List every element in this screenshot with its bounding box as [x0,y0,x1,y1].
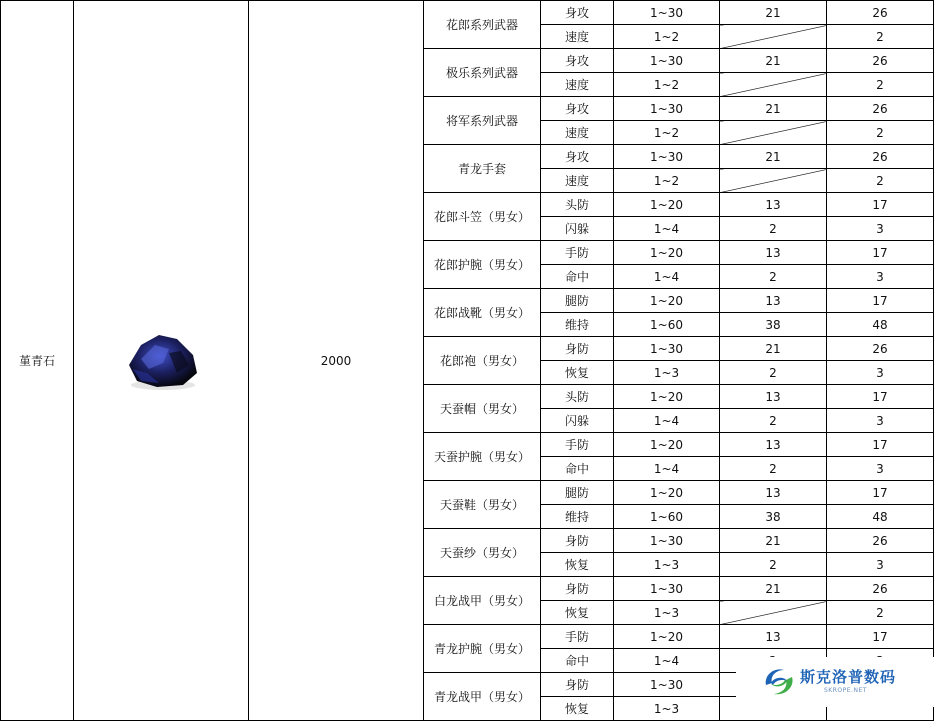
value-cell: 3 [827,217,934,241]
value-cell: 3 [827,457,934,481]
attribute-cell: 恢复 [541,601,614,625]
equipment-name-cell: 青龙护腕（男女） [424,625,541,673]
value-cell: 21 [720,337,827,361]
range-cell: 1~4 [614,409,720,433]
attribute-cell: 身防 [541,337,614,361]
range-cell: 1~30 [614,673,720,697]
range-cell: 1~30 [614,1,720,25]
value-cell: 21 [720,529,827,553]
value-cell: 2 [827,601,934,625]
value-cell: 3 [827,409,934,433]
range-cell: 1~60 [614,313,720,337]
equipment-name-cell: 青龙战甲（男女） [424,673,541,721]
equipment-name-cell: 青龙手套 [424,145,541,193]
range-cell: 1~2 [614,73,720,97]
attribute-cell: 维持 [541,313,614,337]
value-cell: 3 [827,361,934,385]
range-cell: 1~30 [614,337,720,361]
value-cell: 3 [827,265,934,289]
value-cell: 2 [720,409,827,433]
range-cell: 1~2 [614,121,720,145]
equipment-name-cell: 花郎战靴（男女） [424,289,541,337]
value-cell: 17 [827,241,934,265]
value-cell: 2 [720,217,827,241]
range-cell: 1~4 [614,217,720,241]
range-cell: 1~30 [614,97,720,121]
value-cell: 13 [720,625,827,649]
value-cell: 17 [827,433,934,457]
value-cell: 26 [827,529,934,553]
attribute-cell: 身攻 [541,97,614,121]
value-cell: 2 [827,169,934,193]
empty-slash-cell [720,121,827,145]
attribute-cell: 腿防 [541,289,614,313]
attribute-cell: 恢复 [541,361,614,385]
attribute-cell: 手防 [541,625,614,649]
table-row [1,1,934,25]
range-cell: 1~20 [614,241,720,265]
value-cell: 17 [827,193,934,217]
range-cell: 1~4 [614,265,720,289]
value-cell: 3 [827,553,934,577]
value-cell: 2 [827,121,934,145]
equipment-name-cell: 花郎袍（男女） [424,337,541,385]
attribute-cell: 身攻 [541,145,614,169]
range-cell: 1~20 [614,193,720,217]
attribute-cell: 手防 [541,241,614,265]
attribute-cell: 速度 [541,121,614,145]
empty-slash-cell [720,25,827,49]
equipment-name-cell: 白龙战甲（男女） [424,577,541,625]
attribute-cell: 速度 [541,25,614,49]
iolite-gem-icon [119,329,203,393]
attribute-cell: 手防 [541,433,614,457]
attribute-cell: 身防 [541,529,614,553]
range-cell: 1~20 [614,481,720,505]
value-cell: 17 [827,289,934,313]
empty-slash-cell [720,73,827,97]
equipment-name-cell: 天蚕帽（男女） [424,385,541,433]
value-cell: 26 [827,145,934,169]
attribute-cell: 腿防 [541,481,614,505]
attribute-cell: 身攻 [541,1,614,25]
equipment-name-cell: 花郎系列武器 [424,1,541,49]
empty-slash-cell [720,601,827,625]
table-body [1,1,934,721]
equipment-name-cell: 花郎斗笠（男女） [424,193,541,241]
range-cell: 1~2 [614,25,720,49]
attribute-cell: 命中 [541,265,614,289]
range-cell: 1~20 [614,433,720,457]
value-cell: 2 [720,361,827,385]
equipment-name-cell: 极乐系列武器 [424,49,541,97]
value-cell: 48 [827,505,934,529]
value-cell: 38 [720,313,827,337]
range-cell: 1~3 [614,553,720,577]
equipment-name-cell: 花郎护腕（男女） [424,241,541,289]
range-cell: 1~4 [614,457,720,481]
value-cell: 17 [827,625,934,649]
range-cell: 1~3 [614,361,720,385]
attribute-cell: 闪躲 [541,217,614,241]
value-cell: 48 [827,313,934,337]
value-cell: 26 [827,577,934,601]
value-cell: 2 [720,265,827,289]
value-cell: 2 [827,73,934,97]
attribute-cell: 头防 [541,385,614,409]
range-cell: 1~20 [614,289,720,313]
value-cell: 2 [827,25,934,49]
empty-slash-cell [720,169,827,193]
equipment-name-cell: 天蚕护腕（男女） [424,433,541,481]
value-cell: 13 [720,433,827,457]
range-cell: 1~30 [614,49,720,73]
watermark-title: 斯克洛普数码 [800,668,897,686]
range-cell: 1~3 [614,601,720,625]
value-cell: 21 [720,577,827,601]
value-cell: 21 [720,49,827,73]
range-cell: 1~30 [614,529,720,553]
range-cell: 1~20 [614,625,720,649]
value-cell: 21 [720,97,827,121]
attribute-cell: 身防 [541,673,614,697]
value-cell: 2 [720,457,827,481]
watermark-subtitle: SKROPE.NET [824,687,867,694]
value-cell: 13 [720,481,827,505]
gem-name-cell: 堇青石 [1,1,74,721]
attribute-cell: 身攻 [541,49,614,73]
attribute-cell: 头防 [541,193,614,217]
attribute-cell: 命中 [541,457,614,481]
equipment-name-cell: 天蚕鞋（男女） [424,481,541,529]
attribute-cell: 恢复 [541,697,614,721]
value-cell: 13 [720,289,827,313]
equipment-name-cell: 将军系列武器 [424,97,541,145]
attribute-cell: 速度 [541,73,614,97]
price-cell: 2000 [249,1,424,721]
gem-image-cell [74,1,249,721]
watermark-logo [736,657,936,707]
range-cell: 1~2 [614,169,720,193]
value-cell: 26 [827,337,934,361]
range-cell: 1~3 [614,697,720,721]
value-cell: 26 [827,49,934,73]
attribute-cell: 恢复 [541,553,614,577]
attribute-cell: 闪躲 [541,409,614,433]
range-cell: 1~30 [614,145,720,169]
value-cell: 13 [720,193,827,217]
range-cell: 1~20 [614,385,720,409]
value-cell: 13 [720,241,827,265]
value-cell: 38 [720,505,827,529]
skrope-logo-icon [760,663,798,701]
attribute-cell: 维持 [541,505,614,529]
attribute-cell: 身防 [541,577,614,601]
value-cell: 2 [720,553,827,577]
attribute-cell: 速度 [541,169,614,193]
range-cell: 1~4 [614,649,720,673]
value-cell: 17 [827,481,934,505]
value-cell: 21 [720,1,827,25]
range-cell: 1~60 [614,505,720,529]
equipment-name-cell: 天蚕纱（男女） [424,529,541,577]
value-cell: 26 [827,97,934,121]
value-cell: 13 [720,385,827,409]
value-cell: 26 [827,1,934,25]
attribute-cell: 命中 [541,649,614,673]
value-cell: 17 [827,385,934,409]
range-cell: 1~30 [614,577,720,601]
value-cell: 21 [720,145,827,169]
